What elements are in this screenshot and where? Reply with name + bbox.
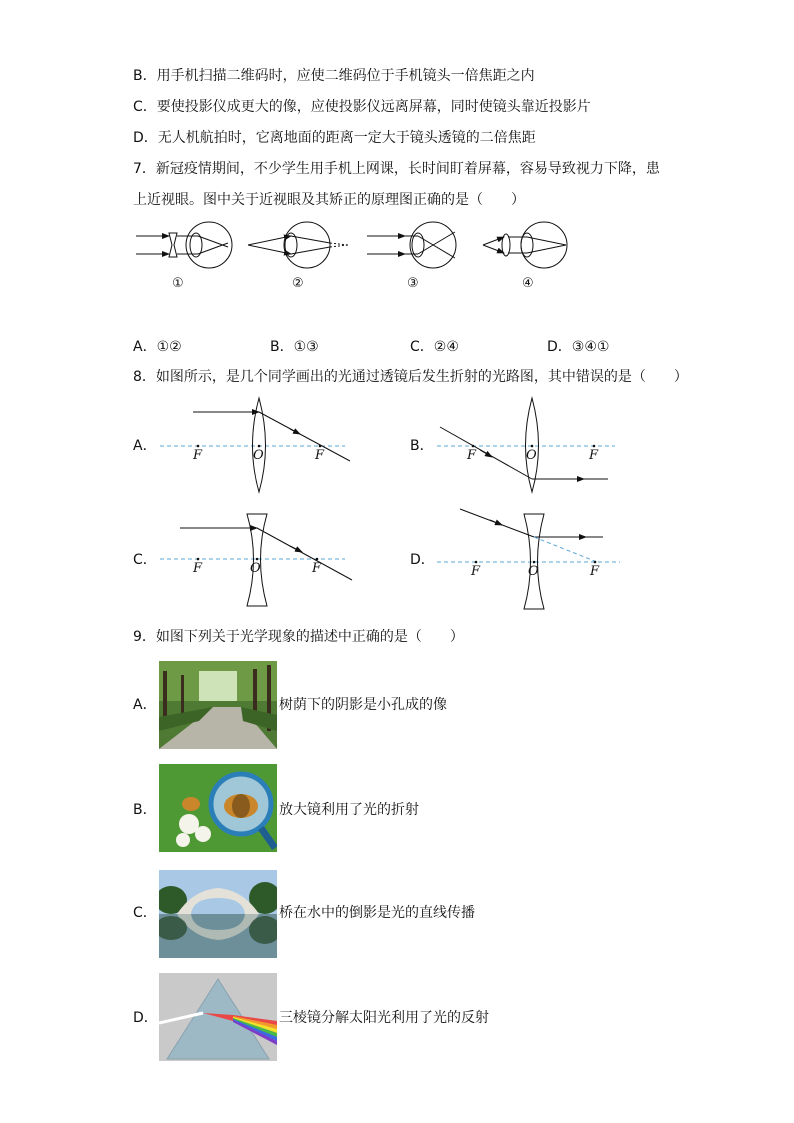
q9-option-b-text: 放大镜利用了光的折射 (279, 802, 419, 818)
q9-option-d-letter: D． (133, 1010, 158, 1026)
q9-option-a-text: 树荫下的阴影是小孔成的像 (279, 697, 447, 713)
c-focus-left-label: F (193, 561, 203, 576)
c-focus-right-label: F (312, 561, 322, 576)
d-center-label: O (528, 564, 539, 579)
b-focus-left-label: F (467, 448, 477, 463)
b-center-label: O (526, 448, 537, 463)
q8-option-d-letter: D． (410, 552, 435, 568)
magnifier-bee-photo (159, 764, 277, 852)
q8-stem: 8．如图所示，是几个同学画出的光通过透镜后发生折射的光路图，其中错误的是（ ） (133, 369, 688, 385)
q6-option-d: D．无人机航拍时，它离地面的距离一定大于镜头透镜的二倍焦距 (133, 130, 536, 146)
q7-option-b: B．①③ (270, 339, 319, 355)
q8-option-c-letter: C． (133, 552, 157, 568)
c-center-label: O (250, 561, 261, 576)
tree-lined-road-photo (159, 661, 277, 749)
prism-dispersion-photo (159, 973, 277, 1061)
lens-diagram-c (160, 514, 352, 606)
figure-label-3: ③ (407, 276, 419, 291)
q8-option-a-letter: A． (133, 438, 157, 454)
q9-option-a-letter: A． (133, 697, 157, 713)
q7-stem-line2: 上近视眼。图中关于近视眼及其矫正的原理图正确的是（ ） (133, 192, 525, 208)
q6-option-b: B．用手机扫描二维码时，应使二维码位于手机镜头一倍焦距之内 (133, 68, 535, 84)
d-focus-right-label: F (590, 564, 600, 579)
q9-option-c-text: 桥在水中的倒影是光的直线传播 (279, 905, 475, 921)
q7-stem-line1: 7．新冠疫情期间，不少学生用手机上网课，长时间盯着屏幕，容易导致视力下降，患 (133, 161, 660, 177)
figure-label-2: ② (292, 276, 304, 291)
arch-bridge-reflection-photo (159, 870, 277, 958)
q9-option-c-letter: C． (133, 905, 157, 921)
q6-option-c: C．要使投影仪成更大的像，应使投影仪远离屏幕，同时使镜头靠近投影片 (133, 99, 591, 115)
q7-option-c: C．②④ (410, 339, 459, 355)
a-center-label: O (253, 448, 264, 463)
q7-option-d: D．③④① (547, 339, 610, 355)
figure-label-1: ① (172, 276, 184, 291)
a-focus-left-label: F (193, 448, 203, 463)
q9-option-b-letter: B． (133, 802, 157, 818)
a-focus-right-label: F (315, 448, 325, 463)
q8-option-b-letter: B． (410, 438, 434, 454)
lens-diagram-d (437, 509, 620, 609)
lens-diagram-a (160, 398, 350, 492)
q9-option-d-text: 三棱镜分解太阳光利用了光的反射 (279, 1010, 489, 1026)
b-focus-right-label: F (589, 448, 599, 463)
lens-diagram-b (437, 398, 615, 492)
d-focus-left-label: F (471, 564, 481, 579)
q7-option-a: A．①② (133, 339, 182, 355)
q9-stem: 9．如图下列关于光学现象的描述中正确的是（ ） (133, 629, 464, 645)
figure-label-4: ④ (522, 276, 534, 291)
